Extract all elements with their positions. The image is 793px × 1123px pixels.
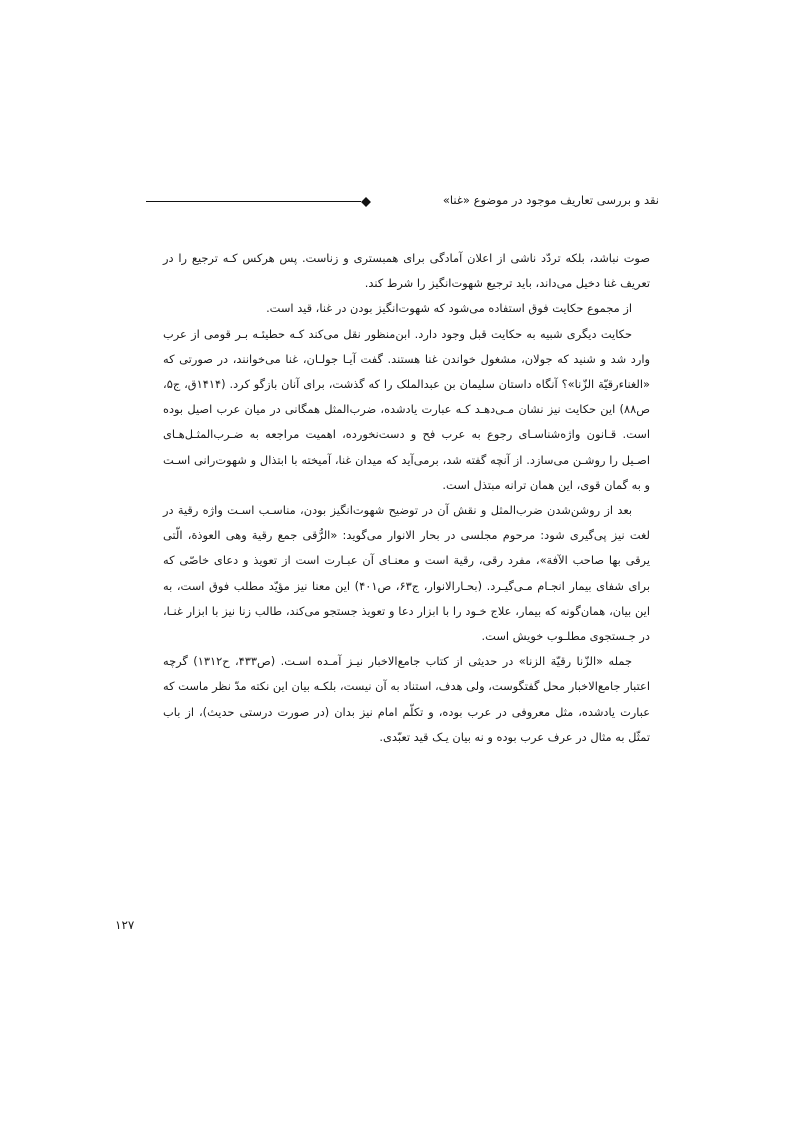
paragraph-1: صوت نباشد، بلکه تردّد ناشی از اعلان آمادگی برای همبستری و زناست. پس هرکس کـه ترجیع را در تعریف غنا دخیل می‌داند، باید ترجیع شهوت‌انگیز را شرط کند. bbox=[163, 251, 650, 291]
paragraph-4: بعد از روشن‌شدن ضرب‌المثل و نقش آن در توضیح شهوت‌انگیز بودن، مناسـب اسـت واژه رقیة در لغت نیز پی‌گیری شود: مرحوم مجلسی در بحار الانوار می‌گوید: «الرُّقی جمع رقیة وهی العوذة، الّتی یرقی بها صاحب الآفة»، مفرد رقی، رقیة است و معنـای آن عبـارت است از تعویذ و دعای خاصّی که برای شفای بیمار انجـام مـی‌گیـرد. (بحـارالانوار، ج۶۳، ص۴۰۱) این معنا نیز مؤیّد مطلب فوق است، به این بیان، همان‌گونه که بیمار، علاج خـود را با ابزار دعا و تعویذ جستجو می‌کند، طالب زنا نیز با ابزار غنـا، در جـستجوی مطلـوب خویش است. bbox=[163, 503, 650, 644]
page-number: ۱۲۷ bbox=[115, 918, 135, 932]
header-rule bbox=[146, 201, 361, 202]
paragraph-2: از مجموع حکایت فوق استفاده می‌شود که شهوت‌انگیز بودن در غنا، قید است. bbox=[266, 301, 632, 316]
header-diamond-ornament bbox=[361, 197, 371, 207]
running-header bbox=[146, 191, 659, 211]
body-text bbox=[163, 246, 650, 750]
header-title: نقد و بررسی تعاریف موجود در موضوع «غنا» bbox=[442, 193, 659, 207]
paragraph-3: حکایت دیگری شبیه به حکایت قبل وجود دارد. ابن‌منظور نقل می‌کند کـه حطیئـه بـر قومی از عرب وارد شد و شنید که جولان، مشغول خواندن غنا هستند. گفت آیـا جولـان، غنا می‌خوانند، در صورتی که «الغناءرقیّة الزّنا»؟ آنگاه داستان سلیمان بن عبدالملک را که گذشت، برای آنان بازگو کرد. (۱۴۱۴ق، ج۵، ص۸۸) این حکایت نیز نشان مـی‌دهـد کـه عبارت یادشده، ضرب‌المثل همگانی در میان عرب اصیل بوده است. قـانون واژه‌شناسـای رجوع به عرب فح و دست‌نخورده، اهمیت مراجعه به ضـرب‌المثـل‌هـای اصـیل را روشـن می‌سازد. از آنچه گفته شد، برمی‌آید که میدان غنا، آمیخته با ابتذال و شهوت‌رانی اسـت و به گمان قوی، این همان ترانه مبتذل است. bbox=[163, 326, 650, 492]
paragraph-5: جمله «الزّنا رقیّة الزنا» در حدیثی از کتاب جامع‌الاخبار نیـز آمـده اسـت. (ص۴۳۳، ح۱۳۱۲) گرچه اعتبار جامع‌الاخبار محل گفتگوست، ولی هدف، استناد به آن نیست، بلکـه بیان این نکته مدّ نظر ماست که عبارت یادشده، مثل معروفی در عرب بوده، و تکلّم امام نیز بدان (در صورت درستی حدیث)، از باب تمثّل به مثال در عرف عرب بوده و نه بیان یـک قید تعبّدی. bbox=[163, 654, 650, 744]
